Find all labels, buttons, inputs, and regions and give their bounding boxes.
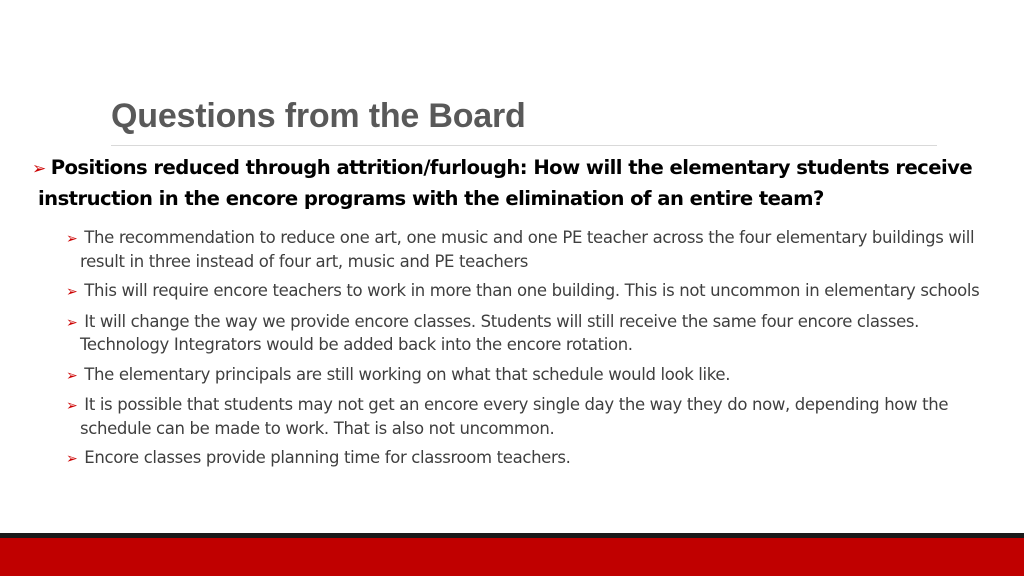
- sub-bullet: [66, 394, 1000, 440]
- sub-bullet-text: It will change the way we provide encore classes. Students will still receive the same four encore classes. Technology Integrators would be added back into the encore rotation.: [80, 311, 920, 354]
- slide-title: Questions from the Board: [111, 97, 526, 135]
- sub-bullet: [66, 447, 1000, 471]
- sub-bullet: [66, 311, 1000, 357]
- sub-bullet-text: This will require encore teachers to work in more than one building. This is not uncommon in elementary schools: [84, 281, 980, 300]
- sub-bullet-text: It is possible that students may not get an encore every single day the way they do now, depending how the schedule can be made to work. That is also not uncommon.: [80, 395, 949, 438]
- arrowhead-bullet-icon: ➢: [66, 231, 78, 247]
- arrowhead-bullet-icon: ➢: [66, 398, 78, 414]
- arrowhead-bullet-icon: ➢: [32, 159, 46, 179]
- footer-red-band: [0, 538, 1024, 576]
- arrowhead-bullet-icon: ➢: [66, 314, 78, 331]
- sub-bullet-list: [66, 227, 1000, 478]
- sub-bullet-text: The elementary principals are still working on what that schedule would look like.: [84, 364, 731, 384]
- main-point-text: Positions reduced through attrition/furlough: How will the elementary students receive instruction in the encore programs with the elimination of an entire team?: [38, 156, 973, 210]
- arrowhead-bullet-icon: ➢: [66, 367, 78, 384]
- sub-bullet: [66, 364, 1000, 388]
- sub-bullet-text: Encore classes provide planning time for classroom teachers.: [84, 448, 571, 467]
- sub-bullet: [66, 227, 1000, 273]
- title-underline: [111, 145, 937, 146]
- sub-bullet: [66, 280, 1000, 304]
- main-point: [32, 153, 1003, 214]
- sub-bullet-text: The recommendation to reduce one art, one music and one PE teacher across the four elementary buildings will result in three instead of four art, music and PE teachers: [80, 228, 975, 271]
- arrowhead-bullet-icon: ➢: [66, 284, 78, 300]
- arrowhead-bullet-icon: ➢: [66, 451, 78, 467]
